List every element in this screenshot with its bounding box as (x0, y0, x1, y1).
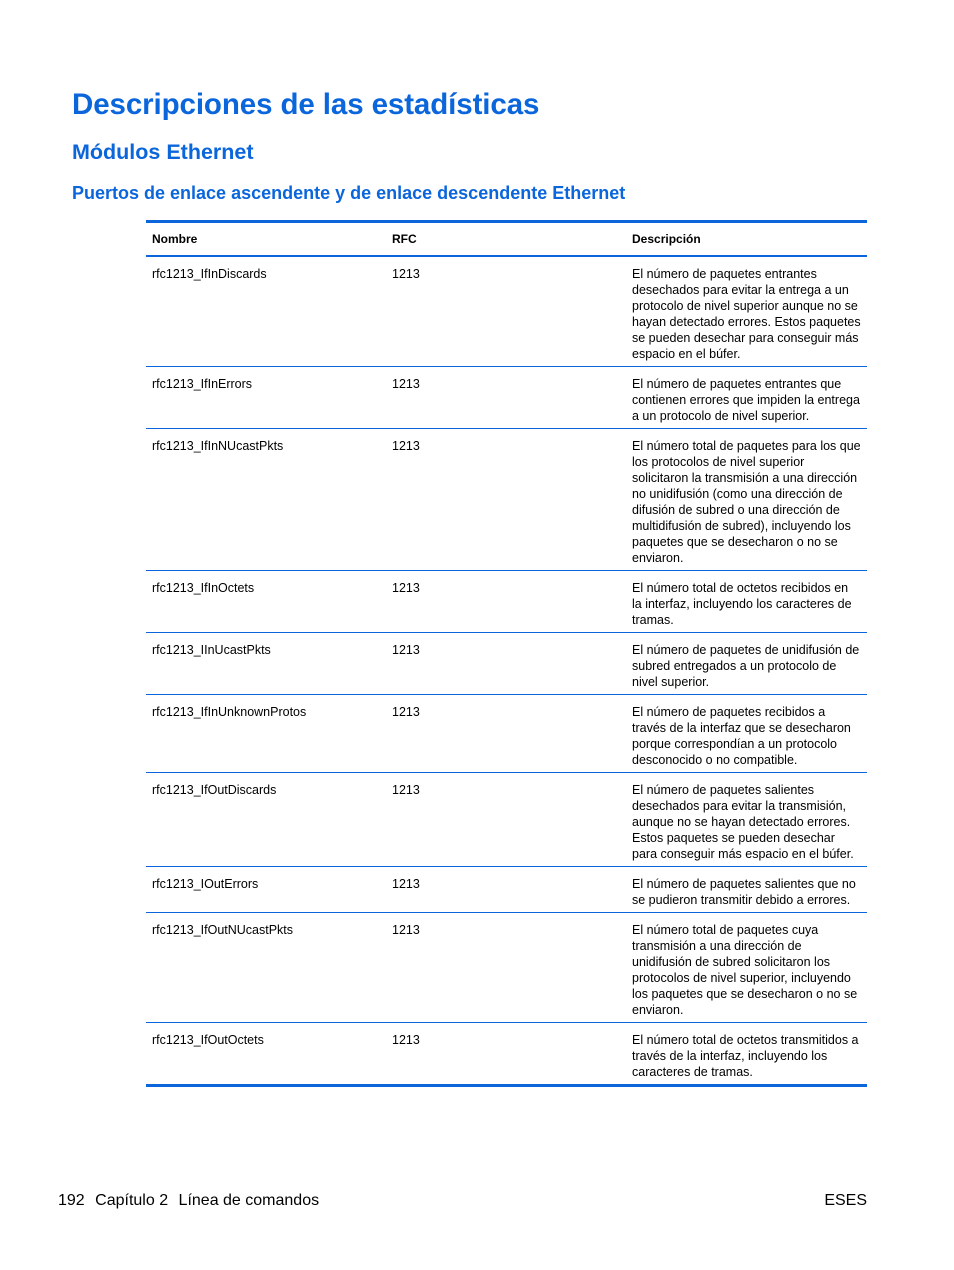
table-row (146, 772, 867, 866)
table-row (146, 570, 867, 632)
cell-description: El número total de paquetes para los que los protocolos de nivel superior solicitaron la transmisión a una dirección no unidifusión (como una dirección de difusión de subred o una dirección de multidifusión de subred), incluyendo los paquetes que se desecharon o no se enviaron. (632, 439, 861, 565)
table-row (146, 366, 867, 428)
cell-rfc: 1213 (392, 439, 420, 453)
table-row (146, 694, 867, 772)
cell-name: rfc1213_IfInDiscards (152, 267, 267, 281)
cell-rfc: 1213 (392, 783, 420, 797)
section-heading: Módulos Ethernet (72, 140, 254, 164)
header-rfc: RFC (392, 232, 417, 246)
cell-description: El número de paquetes entrantes que contienen errores que impiden la entrega a un protocolo de nivel superior. (632, 377, 860, 423)
cell-rfc: 1213 (392, 1033, 420, 1047)
cell-name: rfc1213_IfInNUcastPkts (152, 439, 284, 453)
page-title: Descripciones de las estadísticas (72, 88, 540, 121)
table-row (146, 428, 867, 570)
cell-name: rfc1213_IfInErrors (152, 377, 253, 391)
cell-rfc: 1213 (392, 705, 420, 719)
cell-rfc: 1213 (392, 877, 420, 891)
cell-description: El número de paquetes salientes desechados para evitar la transmisión, aunque no se hayan detectado errores. Estos paquetes se pueden desechar para conseguir más espacio en el búfer. (632, 783, 854, 861)
header-name: Nombre (152, 232, 198, 246)
cell-name: rfc1213_IfOutOctets (152, 1033, 264, 1047)
cell-rfc: 1213 (392, 581, 420, 595)
chapter-title: Línea de comandos (178, 1192, 320, 1209)
page-number: 192 (58, 1192, 85, 1209)
cell-description: El número de paquetes entrantes desechados para evitar la entrega a un protocolo de nivel superior aunque no se hayan detectado errores. Estos paquetes se pueden desechar para conseguir más espacio en el búfer. (632, 267, 861, 361)
cell-rfc: 1213 (392, 643, 420, 657)
statistics-table (146, 220, 867, 1087)
table-row (146, 866, 867, 912)
cell-description: El número de paquetes de unidifusión de subred entregados a un protocolo de nivel superior. (632, 643, 860, 689)
cell-description: El número total de octetos transmitidos a través de la interfaz, incluyendo los caracteres de tramas. (632, 1033, 859, 1079)
footer-left (58, 1192, 325, 1210)
table-row (146, 632, 867, 694)
cell-name: rfc1213_IfOutDiscards (152, 783, 277, 797)
header-description: Descripción (632, 232, 701, 246)
cell-description: El número total de paquetes cuya transmisión a una dirección de unidifusión de subred solicitaron los protocolos de nivel superior, incluyendo los paquetes que se desecharon o no se enviaron. (632, 923, 858, 1017)
subsection-heading: Puertos de enlace ascendente y de enlace descendente Ethernet (72, 183, 626, 203)
cell-description: El número de paquetes recibidos a través de la interfaz que se desecharon porque correspondían a un protocolo desconocido o no compatible. (632, 705, 851, 767)
cell-rfc: 1213 (392, 267, 420, 281)
cell-description: El número de paquetes salientes que no se pudieron transmitir debido a errores. (632, 877, 856, 907)
page-footer (58, 1192, 867, 1210)
table-row (146, 912, 867, 1022)
cell-description: El número total de octetos recibidos en la interfaz, incluyendo los caracteres de tramas. (632, 581, 852, 627)
table-header-row (146, 223, 867, 255)
table-row (146, 255, 867, 366)
locale-code: ESES (824, 1192, 867, 1209)
cell-rfc: 1213 (392, 923, 420, 937)
cell-name: rfc1213_IOutErrors (152, 877, 259, 891)
cell-rfc: 1213 (392, 377, 420, 391)
cell-name: rfc1213_IfOutNUcastPkts (152, 923, 294, 937)
cell-name: rfc1213_IfInOctets (152, 581, 255, 595)
cell-name: rfc1213_IfInUnknownProtos (152, 705, 307, 719)
cell-name: rfc1213_IInUcastPkts (152, 643, 271, 657)
chapter-label: Capítulo 2 (95, 1192, 169, 1209)
table-row (146, 1022, 867, 1084)
